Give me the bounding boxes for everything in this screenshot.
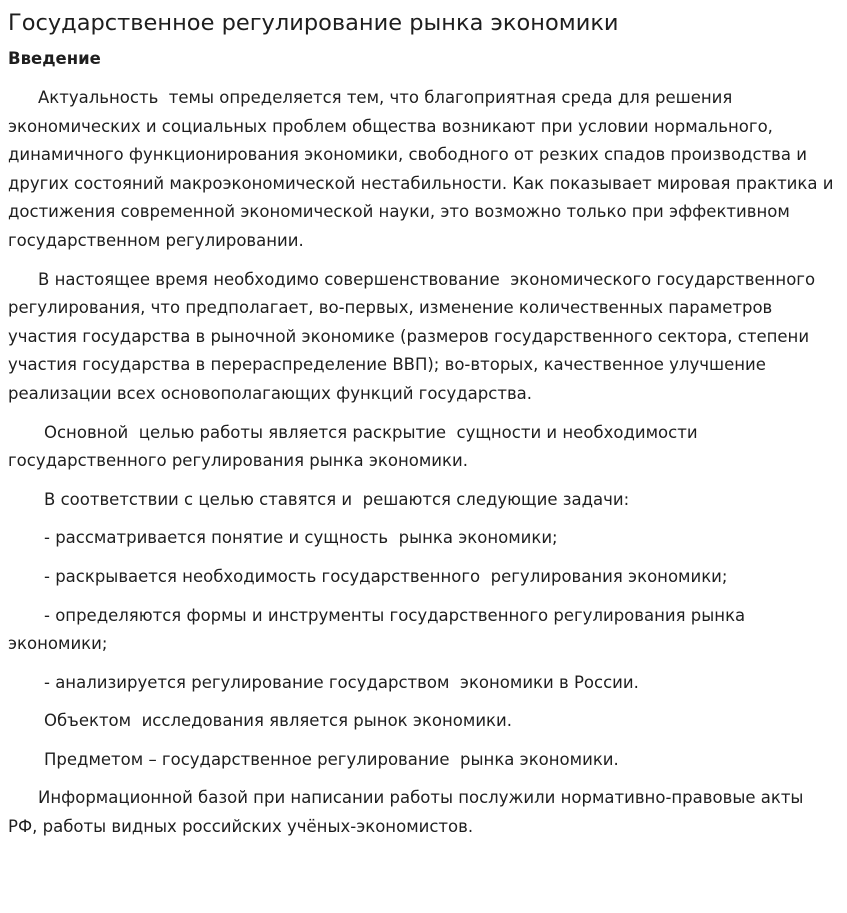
section-heading: Введение	[8, 49, 101, 68]
task-item: - раскрывается необходимость государственного регулирования экономики;	[44, 566, 728, 586]
paragraph-goal: Основной целью работы является раскрытие сущности и необходимости государственного регулирования рынка экономики.	[8, 422, 703, 471]
paragraph-subject: Предметом – государственное регулирование рынка экономики.	[44, 749, 619, 769]
paragraph-tasks-intro: В соответствии с целью ставятся и решаются следующие задачи:	[44, 489, 630, 509]
task-item: - определяются формы и инструменты государственного регулирования рынка экономики;	[8, 605, 751, 654]
paragraph-object: Объектом исследования является рынок экономики.	[44, 711, 512, 731]
task-item: - анализируется регулирование государством экономики в России.	[44, 672, 639, 692]
task-item: - рассматривается понятие и сущность рынка экономики;	[44, 528, 558, 548]
document-title: Государственное регулирование рынка экономики	[8, 10, 619, 36]
paragraph-relevance: Актуальность темы определяется тем, что благоприятная среда для решения экономических и социальных проблем общества возникают при условии нормального, динамичного функционирования экономики, свободного от резких спадов производства и других состояний макроэкономической нестабильности. Как показывает мировая практика и достижения современной экономической науки, это возможно только при эффективном государственном регулировании.	[8, 88, 839, 250]
paragraph-improvement: В настоящее время необходимо совершенствование экономического государственного регулирования, что предполагает, во-первых, изменение количественных параметров участия государства в рыночной экономике (размеров государственного сектора, степени участия государства в перераспределение ВВП); во-вторых, качественное улучшение реализации всех основополагающих функций государства.	[8, 269, 821, 403]
paragraph-info-base: Информационной базой при написании работы послужили нормативно-правовые акты РФ, работы видных российских учёных-экономистов.	[8, 788, 809, 837]
